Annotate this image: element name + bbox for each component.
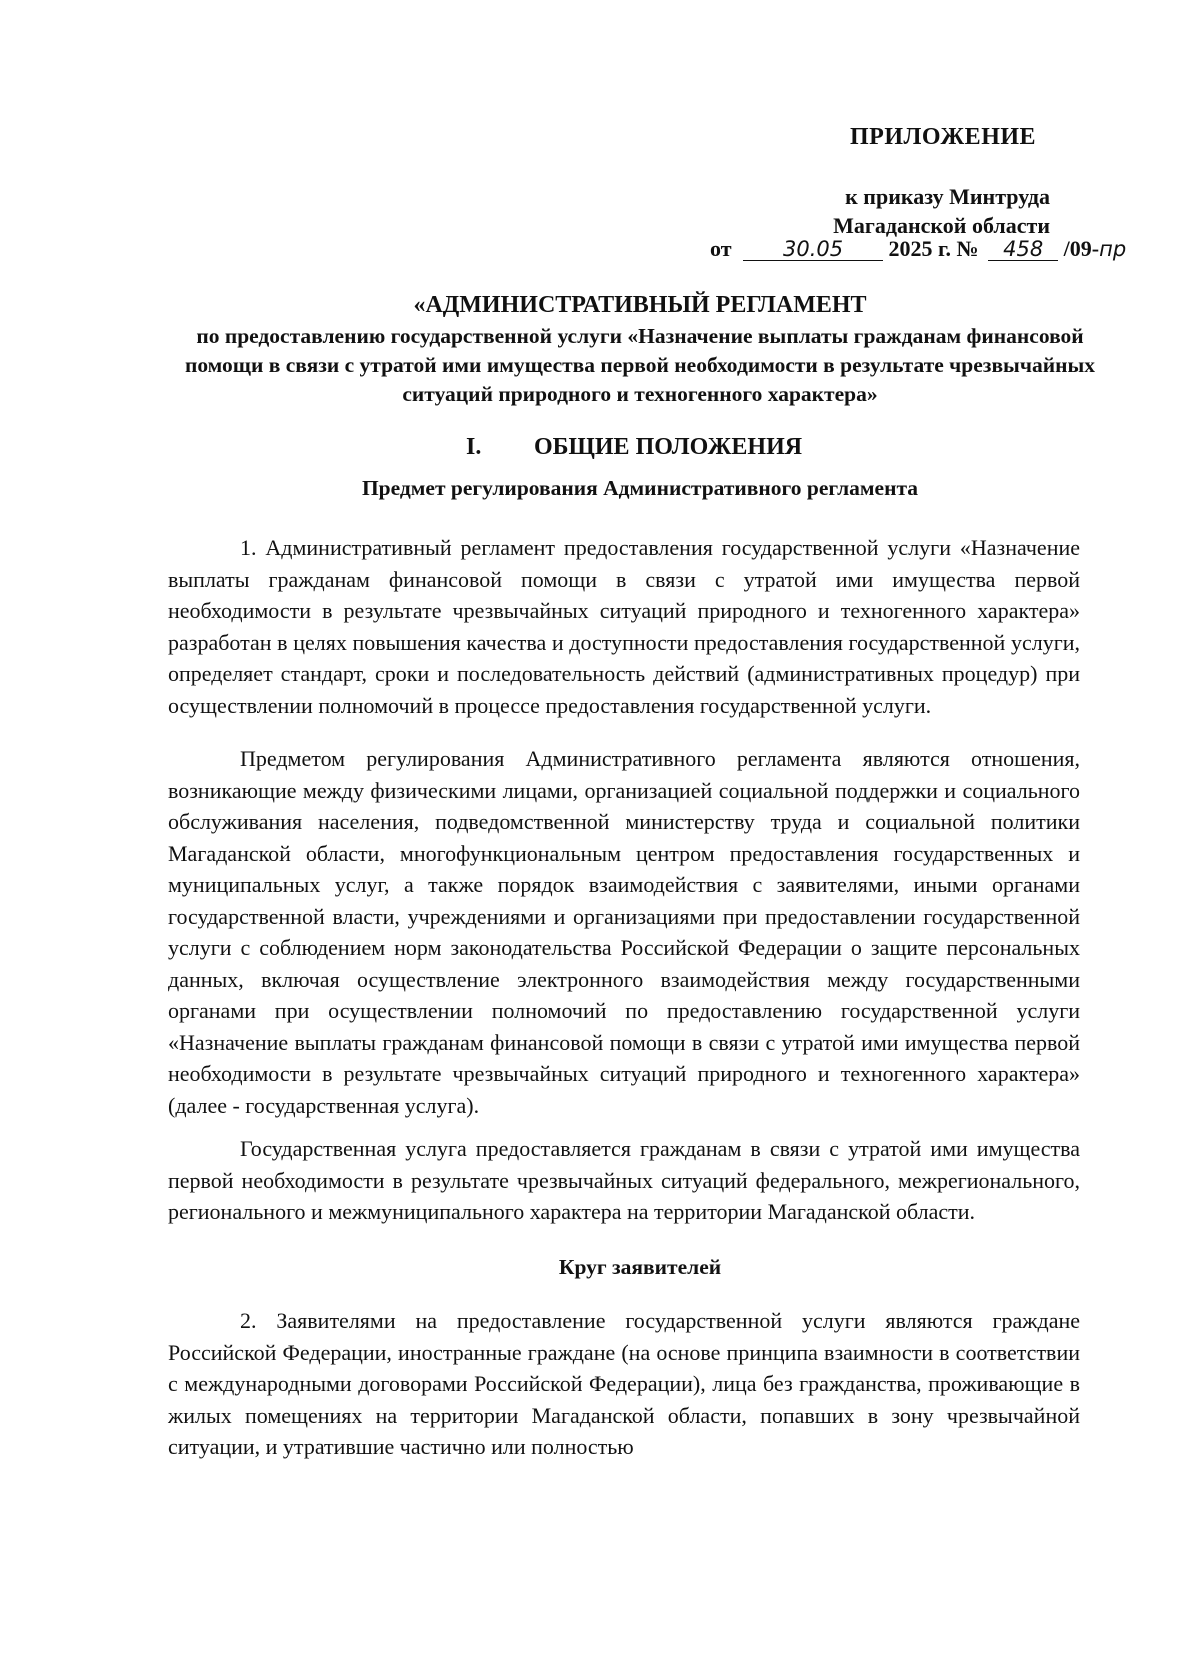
handwritten-date: 30.05 [743,238,883,261]
order-line-2: Магаданской области [833,213,1050,238]
document-title: «АДМИНИСТРАТИВНЫЙ РЕГЛАМЕНТ [413,292,867,318]
paragraph-4: 2. Заявителями на предоставление государственной услуги являются граждане Российской Федерации, иностранные граждане (на основе принципа взаимности в соответствии с международными договорами Российской Федерации), лица без гражданства, проживающие в жилых помещениях на территории Магаданской области, попавших в зону чрезвычайной ситуации, и утратившие частично или полностью [168,1308,1080,1459]
order-line-1: к приказу Минтруда [845,184,1050,209]
number-suffix: /09- [1063,236,1100,261]
order-reference [700,182,1100,240]
document-subtitle: по предоставлению государственной услуги «Назначение выплаты гражданам финансовой помощи в связи с утратой ими имущества первой необходимости в результате чрезвычайных ситуаций природного и техногенного характера» [184,324,1096,406]
paragraph-1: 1. Административный регламент предоставления государственной услуги «Назначение выплаты гражданам финансовой помощи в связи с утратой ими имущества первой необходимости в результате чрезвычайных ситуаций природного и техногенного характера» разработан в целях повышения качества и доступности предоставления государственной услуги, определяет стандарт, сроки и последовательность действий (административных процедур) при осуществлении полномочий в процессе предоставления государственной услуги. [168,535,1080,718]
date-prefix: от [710,236,732,261]
paragraph-2: Предметом регулирования Административного регламента являются отношения, возникающие между физическими лицами, организацией социальной поддержки и социального обслуживания населения, подведомственной министерству труда и социальной политики Магаданской области, многофункциональным центром предоставления государственных и муниципальных услуг, а также порядок взаимодействия с заявителями, иными органами государственной власти, учреждениями и организациями при предоставлении государственной услуги с соблюдением норм законодательства Российской Федерации о защите персональных данных, включая осуществление электронного взаимодействия между государственными органами при осуществлении полномочий по предоставлению государственной услуги «Назначение выплаты гражданам финансовой помощи в связи с утратой ими имущества первой необходимости в результате чрезвычайных ситуаций природного и техногенного характера» (далее - государственная услуга). [168,746,1080,1118]
section-title: ОБЩИЕ ПОЛОЖЕНИЯ [534,434,803,460]
subheading-applicants: Круг заявителей [558,1255,722,1279]
handwritten-number-suffix: пр [1099,237,1127,261]
year-text: 2025 г. № [888,236,979,261]
section-number: I. [466,434,482,460]
section-heading [466,434,802,461]
subheading-subject: Предмет регулирования Административного регламента [361,476,919,500]
handwritten-number: 458 [988,238,1058,261]
appendix-title: ПРИЛОЖЕНИЕ [850,124,1037,150]
order-date-number [710,236,1126,262]
paragraph-3: Государственная услуга предоставляется гражданам в связи с утратой ими имущества первой необходимости в результате чрезвычайных ситуаций федерального, межрегионального, регионального и межмуниципального характера на территории Магаданской области. [168,1136,1080,1224]
